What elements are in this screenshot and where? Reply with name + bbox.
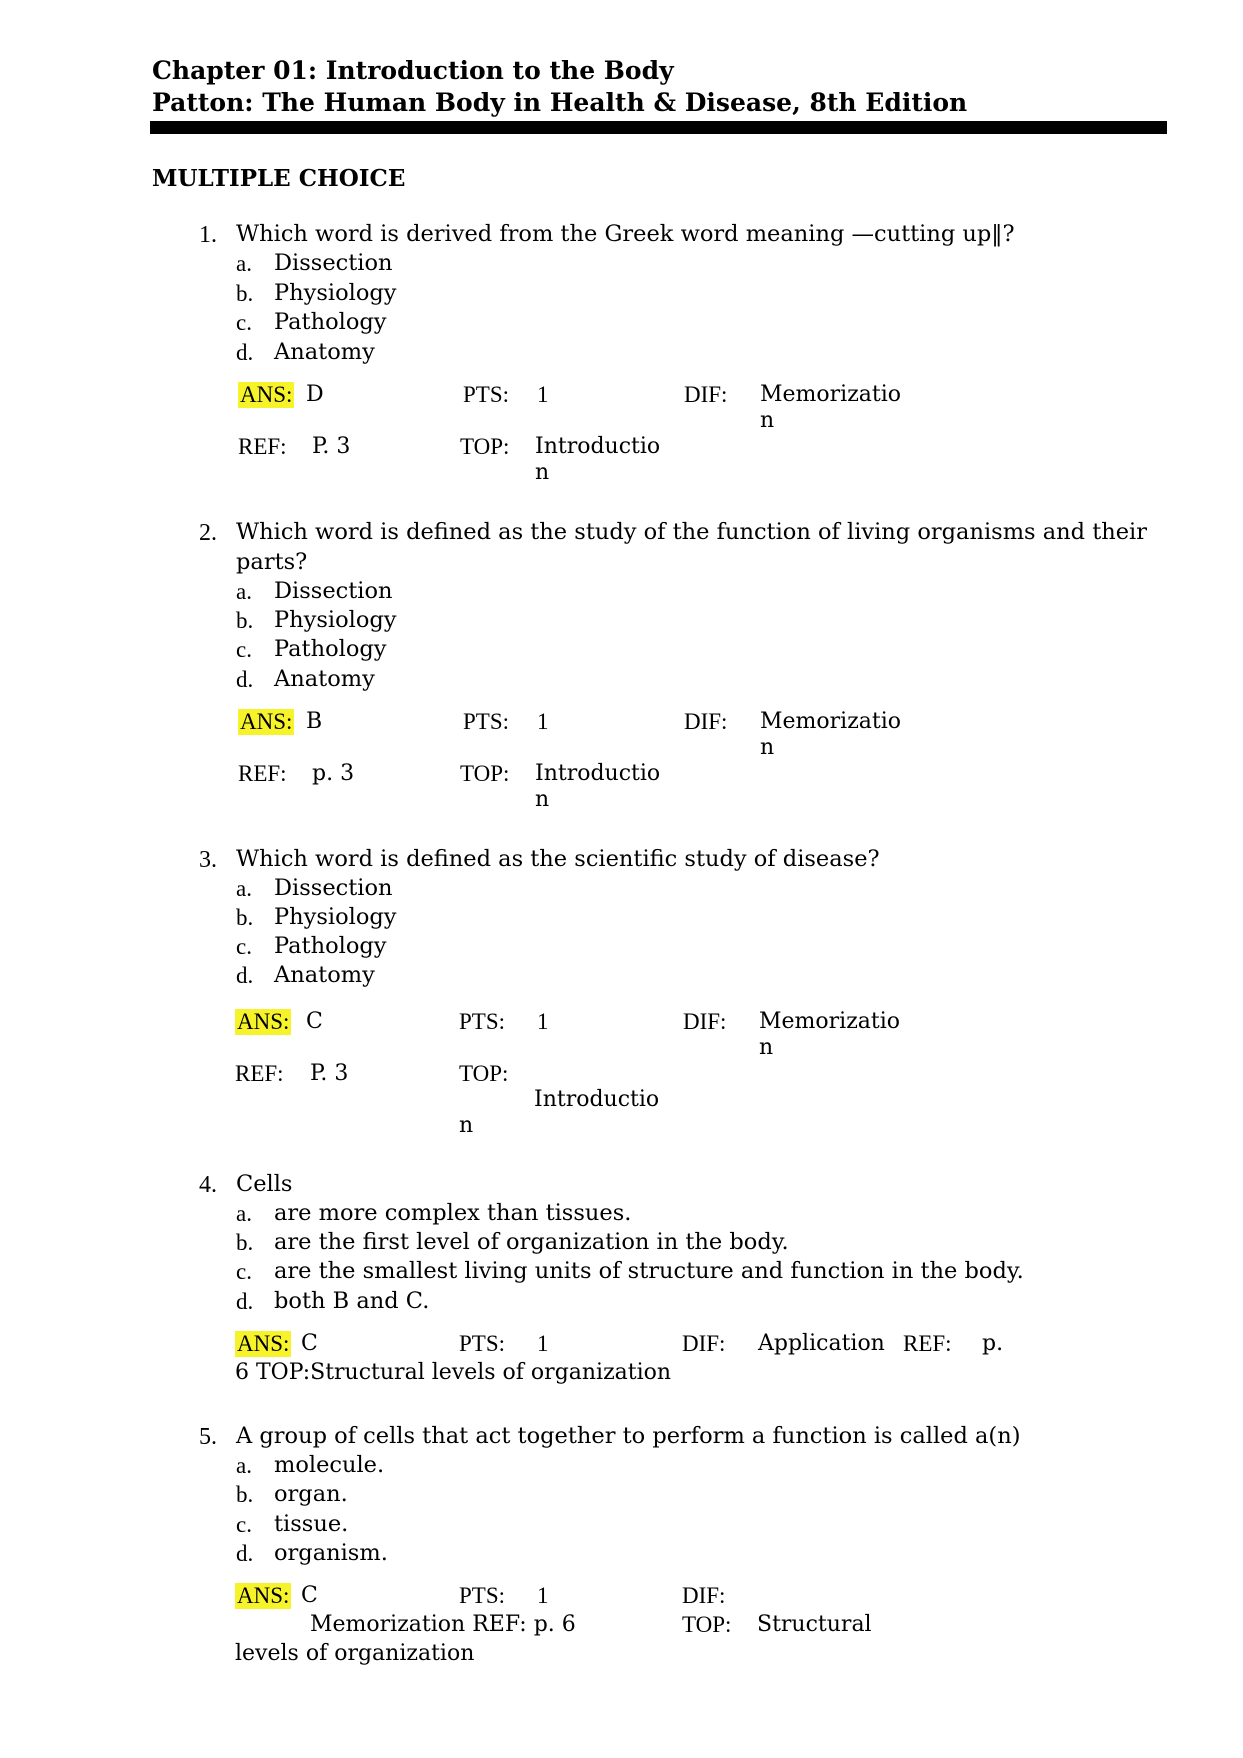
- difficulty-label: DIF:: [682, 1331, 726, 1356]
- reference-label: REF:: [238, 434, 287, 459]
- points-label: PTS:: [459, 1331, 506, 1356]
- question-stem: Which word is defined as the study of the function of living organisms and their: [236, 519, 1147, 545]
- question-stem: Cells: [236, 1171, 293, 1197]
- option-letter: b.: [236, 905, 254, 930]
- option-text: both B and C.: [274, 1288, 430, 1314]
- option-letter: a.: [236, 251, 252, 276]
- points-value: 1: [537, 709, 549, 734]
- option-letter: a.: [236, 1453, 252, 1478]
- topic-label: TOP:: [460, 434, 510, 459]
- answer-value: C: [306, 1009, 323, 1034]
- answer-label: ANS:: [237, 1583, 290, 1608]
- answer-value: B: [306, 709, 323, 734]
- option-letter: c.: [236, 1512, 252, 1537]
- reference-value: p.: [982, 1331, 1004, 1356]
- option-letter: c.: [236, 637, 252, 662]
- topic-label: TOP:: [682, 1612, 732, 1637]
- difficulty-label: DIF:: [684, 709, 728, 734]
- question-stem: Which word is derived from the Greek word meaning —cutting up‖?: [236, 221, 1015, 247]
- option-letter: b.: [236, 1230, 254, 1255]
- answer-label: ANS:: [237, 1331, 290, 1356]
- difficulty-value: Memorizatio: [760, 382, 902, 407]
- reference-label: REF:: [238, 761, 287, 786]
- points-label: PTS:: [459, 1583, 506, 1608]
- option-letter: b.: [236, 281, 254, 306]
- question-stem-continued: parts?: [236, 549, 308, 575]
- option-text: Anatomy: [274, 962, 375, 988]
- chapter-title: Chapter 01: Introduction to the Body: [152, 56, 674, 85]
- points-label: PTS:: [463, 382, 510, 407]
- question-number: 4.: [199, 1172, 217, 1198]
- option-text: Dissection: [274, 578, 393, 604]
- option-letter: b.: [236, 608, 254, 633]
- question-number: 3.: [199, 847, 217, 873]
- answer-label: ANS:: [237, 1009, 290, 1034]
- difficulty-value: Memorizatio: [759, 1009, 901, 1034]
- answer-value: D: [306, 382, 324, 407]
- topic-label: TOP:: [459, 1061, 509, 1086]
- points-value: 1: [537, 1331, 549, 1356]
- header-rule: [150, 121, 1167, 134]
- book-title: Patton: The Human Body in Health & Disease, 8th Edition: [152, 88, 968, 117]
- option-letter: a.: [236, 876, 252, 901]
- points-value: 1: [537, 1009, 549, 1034]
- points-label: PTS:: [463, 709, 510, 734]
- option-letter: d.: [236, 667, 254, 692]
- option-text: Physiology: [274, 904, 397, 930]
- option-text: molecule.: [274, 1452, 385, 1478]
- option-text: are the smallest living units of structure and function in the body.: [274, 1258, 1024, 1284]
- reference-topic-line: 6 TOP:Structural levels of organization: [235, 1360, 672, 1385]
- option-text: Physiology: [274, 280, 397, 306]
- difficulty-value-wrap: n: [760, 408, 775, 433]
- points-value: 1: [537, 382, 549, 407]
- answer-value: C: [301, 1331, 318, 1356]
- option-text: Pathology: [274, 309, 387, 335]
- points-value: 1: [537, 1583, 549, 1608]
- option-letter: a.: [236, 579, 252, 604]
- topic-value: Structural: [757, 1612, 872, 1637]
- difficulty-value: Memorizatio: [760, 709, 902, 734]
- question-stem: Which word is defined as the scientific study of disease?: [236, 846, 880, 872]
- difficulty-value: Application: [758, 1331, 885, 1356]
- option-text: are the first level of organization in the body.: [274, 1229, 789, 1255]
- option-text: Pathology: [274, 933, 387, 959]
- option-letter: d.: [236, 1541, 254, 1566]
- option-text: are more complex than tissues.: [274, 1200, 632, 1226]
- topic-value-wrap: n: [459, 1113, 474, 1138]
- option-text: Anatomy: [274, 666, 375, 692]
- difficulty-reference-line: Memorization REF: p. 6: [310, 1612, 576, 1637]
- option-letter: d.: [236, 1289, 254, 1314]
- reference-value: P. 3: [312, 434, 351, 459]
- points-label: PTS:: [459, 1009, 506, 1034]
- option-letter: b.: [236, 1482, 254, 1507]
- answer-value: C: [301, 1583, 318, 1608]
- topic-value-wrap: n: [535, 460, 550, 485]
- difficulty-label: DIF:: [682, 1583, 726, 1608]
- reference-label: REF:: [235, 1061, 284, 1086]
- answer-label: ANS:: [240, 382, 293, 407]
- option-text: organism.: [274, 1540, 388, 1566]
- option-letter: c.: [236, 934, 252, 959]
- option-text: Pathology: [274, 636, 387, 662]
- topic-label: TOP:: [460, 761, 510, 786]
- topic-value: Introductio: [535, 761, 661, 786]
- reference-value: p. 3: [312, 761, 355, 786]
- reference-label: REF:: [903, 1331, 952, 1356]
- answer-label: ANS:: [240, 709, 293, 734]
- difficulty-label: DIF:: [683, 1009, 727, 1034]
- option-text: tissue.: [274, 1511, 349, 1537]
- difficulty-value-wrap: n: [760, 735, 775, 760]
- option-letter: d.: [236, 963, 254, 988]
- option-letter: c.: [236, 310, 252, 335]
- option-text: Anatomy: [274, 339, 375, 365]
- topic-value-wrap: n: [535, 787, 550, 812]
- option-letter: d.: [236, 340, 254, 365]
- topic-value: Introductio: [534, 1087, 660, 1112]
- option-text: Dissection: [274, 250, 393, 276]
- topic-value-wrap: levels of organization: [235, 1641, 475, 1666]
- option-letter: a.: [236, 1201, 252, 1226]
- difficulty-label: DIF:: [684, 382, 728, 407]
- option-letter: c.: [236, 1259, 252, 1284]
- question-number: 2.: [199, 520, 217, 546]
- question-stem: A group of cells that act together to perform a function is called a(n): [236, 1423, 1021, 1449]
- option-text: Dissection: [274, 875, 393, 901]
- difficulty-value-wrap: n: [759, 1035, 774, 1060]
- option-text: organ.: [274, 1481, 348, 1507]
- question-number: 5.: [199, 1424, 217, 1450]
- section-title: MULTIPLE CHOICE: [152, 165, 406, 192]
- option-text: Physiology: [274, 607, 397, 633]
- topic-value: Introductio: [535, 434, 661, 459]
- question-number: 1.: [199, 222, 217, 248]
- reference-value: P. 3: [310, 1061, 349, 1086]
